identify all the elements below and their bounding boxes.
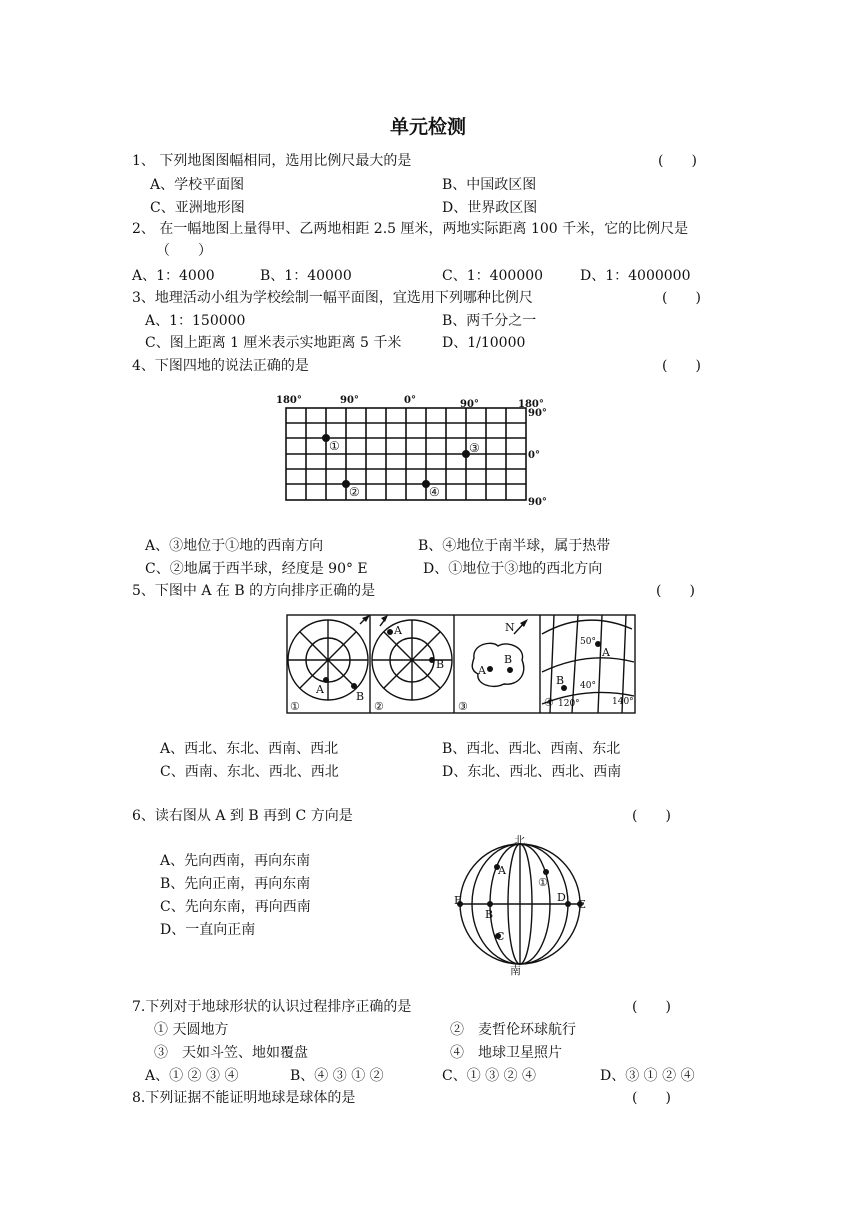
q5-p2-a: A [394, 624, 402, 637]
q7-stem: 7.下列对于地球形状的认识过程排序正确的是 [132, 999, 412, 1015]
q3-option-b: B、两千分之一 [442, 313, 537, 329]
q4-lon-label: 90° [460, 399, 479, 410]
q6-option-a: A、先向西南，再向东南 [160, 853, 311, 869]
q5-p3-north: N [505, 621, 515, 634]
q6-south-label: 南 [510, 964, 521, 977]
q3-paren: ( ) [662, 290, 701, 306]
q4-mark-2: ② [349, 485, 360, 499]
q5-p3-a: A [478, 664, 486, 677]
q1-paren: ( ) [658, 153, 697, 169]
q5-option-a: A、西北、东北、西南、西北 [160, 741, 339, 757]
q6-stem: 6、读右图从 A 到 B 再到 C 方向是 [132, 808, 353, 824]
q6-globe-figure [454, 834, 594, 976]
q7-item-3: ③ 天如斗笠、地如覆盘 [154, 1045, 308, 1061]
q6-option-d: D、一直向正南 [160, 922, 256, 938]
q7-item-4: ④ 地球卫星照片 [450, 1045, 562, 1061]
q5-p2-b: B [436, 658, 445, 671]
q2-option-c: C、1：400000 [442, 268, 544, 284]
q5-option-d: D、东北、西北、西北、西南 [442, 764, 622, 780]
q4-stem: 4、下图四地的说法正确的是 [132, 358, 309, 374]
q6-mark-1: ① [538, 876, 548, 889]
q5-deg-label: 40° [580, 681, 596, 691]
q1-option-b: B、中国政区图 [442, 177, 537, 193]
q6-option-c: C、先向东南，再向西南 [160, 899, 311, 915]
q5-p1-a: A [316, 683, 324, 696]
q7-option-d: D、③ ① ② ④ [600, 1068, 695, 1084]
q6-north-label: 北 [514, 834, 525, 847]
q5-panel-num-4: ④ [544, 696, 554, 709]
q5-p3-b: B [504, 653, 513, 666]
q6-paren: ( ) [632, 808, 671, 824]
q5-p4-b: B [556, 674, 565, 687]
q4-mark-3: ③ [469, 441, 480, 455]
q5-stem: 5、下图中 A 在 B 的方向排序正确的是 [132, 583, 376, 599]
q4-lon-label: 90° [340, 395, 359, 406]
q4-lon-label: 180° [518, 399, 544, 410]
q4-lon-label: 0° [404, 395, 416, 406]
q5-panel-num-2: ② [374, 700, 384, 713]
q5-p1-b: B [356, 690, 365, 703]
q4-lat-label: 90° [528, 497, 547, 508]
q3-option-d: D、1/10000 [442, 335, 526, 351]
q5-p4-a: A [602, 646, 610, 659]
q4-lat-label: 90° [528, 408, 547, 419]
q3-option-c: C、图上距离 1 厘米表示实地距离 5 千米 [145, 335, 402, 351]
q4-paren: ( ) [662, 358, 701, 374]
q7-item-1: ① 天圆地方 [154, 1022, 229, 1038]
q5-panel-num-1: ① [290, 700, 300, 713]
q5-deg-label: 140° [612, 697, 634, 707]
q5-option-c: C、西南、东北、西北、西北 [160, 764, 339, 780]
q5-direction-figure [286, 614, 638, 714]
q6-point-b: B [485, 908, 494, 921]
q5-deg-label: 50° [580, 637, 596, 647]
q4-option-b: B、④地位于南半球，属于热带 [418, 538, 611, 554]
q4-mark-4: ④ [429, 485, 440, 499]
q5-paren: ( ) [656, 583, 695, 599]
q6-point-f: F [454, 894, 462, 907]
q6-point-d: D [557, 891, 566, 904]
q1-option-a: A、学校平面图 [150, 177, 245, 193]
q2-option-d: D、1：4000000 [580, 268, 691, 284]
q6-point-e: E [578, 898, 587, 911]
q6-point-a: A [498, 864, 506, 877]
q6-point-c: C [496, 930, 505, 943]
q7-item-2: ② 麦哲伦环球航行 [450, 1022, 576, 1038]
q2-paren: （ ） [156, 243, 212, 259]
q2-option-a: A、1：4000 [132, 268, 215, 284]
q7-option-b: B、④ ③ ① ② [290, 1068, 384, 1084]
q1-stem: 1、 下列地图图幅相同，选用比例尺最大的是 [132, 153, 412, 169]
q2-option-b: B、1：40000 [260, 268, 352, 284]
q4-lat-label: 0° [528, 450, 540, 461]
q3-stem: 3、地理活动小组为学校绘制一幅平面图，宜选用下列哪种比例尺 [132, 290, 533, 306]
q4-option-d: D、①地位于③地的西北方向 [423, 561, 603, 577]
page-title: 单元检测 [390, 116, 467, 138]
q7-option-c: C、① ③ ② ④ [442, 1068, 537, 1084]
q3-option-a: A、1：150000 [145, 313, 246, 329]
q8-paren: ( ) [632, 1090, 671, 1106]
q4-lon-label: 180° [276, 395, 302, 406]
q5-option-b: B、西北、西北、西南、东北 [442, 741, 621, 757]
q4-mark-1: ① [329, 439, 340, 453]
q4-grid-figure [274, 392, 554, 512]
q4-option-a: A、③地位于①地的西南方向 [145, 538, 324, 554]
q7-paren: ( ) [632, 999, 671, 1015]
q1-option-c: C、亚洲地形图 [150, 200, 245, 216]
q2-stem: 2、 在一幅地图上量得甲、乙两地相距 2.5 厘米，两地实际距离 100 千米，它的比例尺是 [132, 221, 689, 237]
q6-option-b: B、先向正南，再向东南 [160, 876, 311, 892]
q5-panel-num-3: ③ [458, 700, 468, 713]
q4-option-c: C、②地属于西半球，经度是 90° E [145, 561, 368, 577]
q5-deg-label: 120° [558, 699, 580, 709]
q1-option-d: D、世界政区图 [442, 200, 538, 216]
q8-stem: 8.下列证据不能证明地球是球体的是 [132, 1090, 356, 1106]
q7-option-a: A、① ② ③ ④ [145, 1068, 239, 1084]
